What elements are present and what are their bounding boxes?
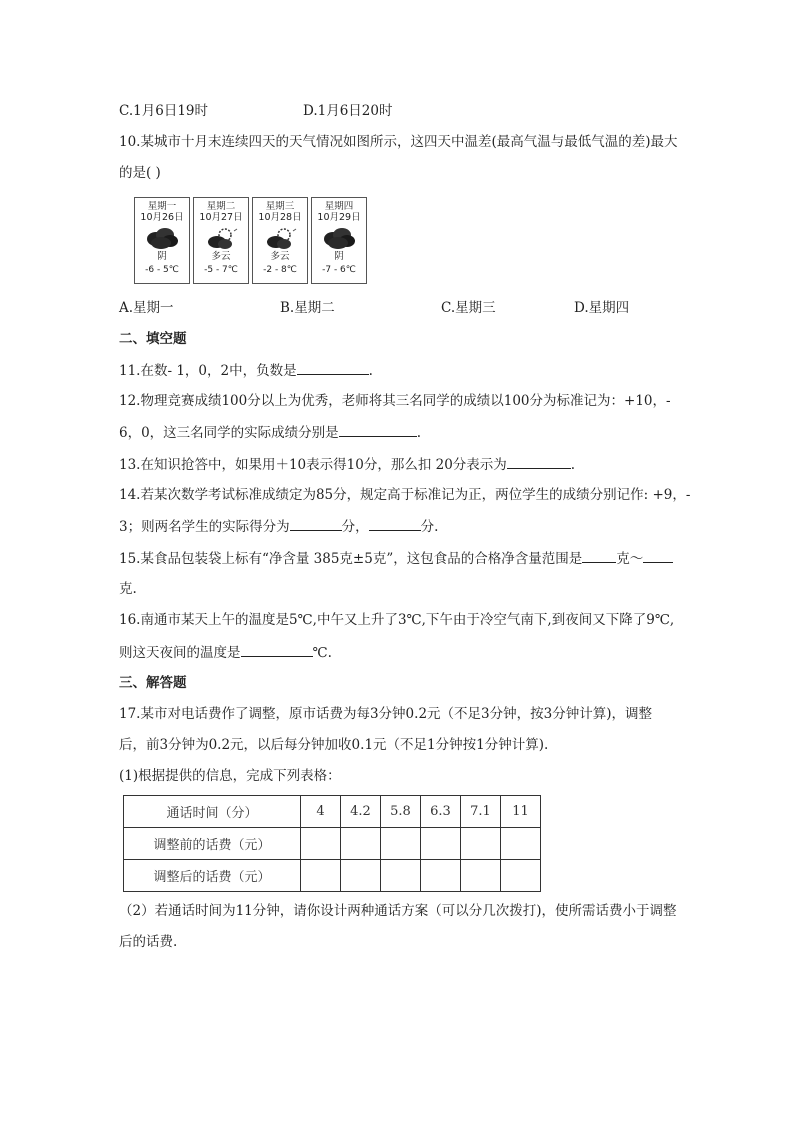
answer-blank[interactable]: [241, 643, 313, 657]
overcast-cloud-icon: [321, 225, 357, 251]
answer-blank[interactable]: [339, 423, 417, 437]
table-cell-blank[interactable]: [501, 828, 541, 860]
q9-option-d: D.1月6日20时: [303, 103, 393, 119]
weather-temp: -6 - 5℃: [145, 265, 179, 275]
weather-day: 星期一: [147, 201, 177, 212]
weather-card-monday: [134, 197, 190, 284]
fee-table: [123, 795, 541, 892]
table-cell-time: 5.8: [381, 796, 421, 828]
q10-text-line2: 的是( ): [119, 165, 161, 181]
q11-text: [119, 361, 373, 380]
table-cell-blank[interactable]: [341, 828, 381, 860]
table-cell-blank[interactable]: [381, 860, 421, 892]
q16-text-line1: 16.南通市某天上午的温度是5℃,中午又上升了3℃,下午由于冷空气南下,到夜间又下降了9℃,: [119, 612, 675, 628]
table-cell-blank[interactable]: [501, 860, 541, 892]
q12-text-line2: [119, 423, 421, 442]
weather-temp: -7 - 6℃: [322, 265, 356, 275]
partly-cloudy-icon: [262, 225, 298, 251]
section-answer-title: 三、解答题: [119, 675, 187, 691]
q11-end: .: [368, 363, 373, 379]
q16-end: ℃.: [312, 645, 332, 661]
weather-condition: 阴: [157, 251, 167, 262]
table-cell-time: 4.2: [341, 796, 381, 828]
q17-part2-line2: 后的话费.: [119, 934, 178, 950]
table-header-call-time: 通话时间（分）: [124, 796, 301, 828]
q17-text-line1: 17.某市对电话费作了调整，原市话费为每3分钟0.2元（不足3分钟，按3分钟计算)，调整: [119, 706, 652, 722]
q17-part1: (1)根据提供的信息，完成下列表格：: [119, 768, 341, 784]
q15-stem: 15.某食品包装袋上标有“净含量 385克±5克”，这包食品的合格净含量范围是: [119, 551, 583, 567]
q12-stem: 6，0，这三名同学的实际成绩分别是: [119, 425, 339, 441]
q15-text-line1: [119, 549, 673, 568]
table-cell-blank[interactable]: [461, 860, 501, 892]
q16-stem: 则这天夜间的温度是: [119, 645, 241, 661]
table-cell-blank[interactable]: [301, 828, 341, 860]
q9-option-c: C.1月6日19时: [119, 103, 208, 119]
table-cell-blank[interactable]: [341, 860, 381, 892]
weather-temp: -2 - 8℃: [263, 265, 297, 275]
q13-end: .: [570, 457, 576, 473]
section-fill-in-title: 二、填空题: [119, 331, 187, 347]
weather-day: 星期三: [265, 201, 295, 212]
table-header-fee-after: 调整后的话费（元）: [124, 860, 301, 892]
q11-stem: 11.在数- 1，0，2中，负数是: [119, 363, 297, 379]
partly-cloudy-icon: [203, 225, 239, 251]
weather-date: 10月28日: [258, 212, 302, 223]
q17-part2-line1: （2）若通话时间为11分钟，请你设计两种通话方案（可以分几次拨打)，使所需话费小于调整: [119, 903, 677, 919]
q15-text-line2: 克.: [119, 581, 137, 597]
weather-date: 10月29日: [317, 212, 361, 223]
q14-mid: 分，: [341, 519, 369, 535]
q10-option-c: C.星期三: [441, 300, 496, 316]
q10-option-b: B.星期二: [280, 300, 335, 316]
weather-condition: 阴: [334, 251, 344, 262]
q10-option-a: A.星期一: [119, 300, 174, 316]
answer-blank[interactable]: [582, 549, 616, 563]
q15-mid: 克～: [616, 551, 644, 567]
weather-card-wednesday: [252, 197, 308, 284]
table-cell-blank[interactable]: [421, 828, 461, 860]
table-header-fee-before: 调整前的话费（元）: [124, 828, 301, 860]
weather-card-thursday: [311, 197, 367, 284]
answer-blank[interactable]: [507, 455, 571, 469]
q12-text-line1: 12.物理竞赛成绩100分以上为优秀，老师将其三名同学的成绩以100分为标准记为：+10，-: [119, 393, 671, 409]
q14-stem: 3；则两名学生的实际得分为: [119, 519, 290, 535]
table-cell-time: 6.3: [421, 796, 461, 828]
answer-blank[interactable]: [643, 549, 673, 563]
q13-stem: 13.在知识抢答中，如果用＋10表示得10分，那么扣 20分表示为: [119, 457, 507, 473]
weather-day: 星期四: [324, 201, 354, 212]
weather-day: 星期二: [206, 201, 236, 212]
table-cell-blank[interactable]: [301, 860, 341, 892]
answer-blank[interactable]: [297, 361, 369, 375]
q14-end: 分.: [420, 519, 439, 535]
q12-end: .: [416, 425, 421, 441]
table-row: [124, 796, 541, 828]
q14-text-line2: [119, 517, 438, 536]
q17-text-line2: 后，前3分钟为0.2元，以后每分钟加收0.1元（不足1分钟按1分钟计算).: [119, 737, 549, 753]
table-cell-time: 4: [301, 796, 341, 828]
q14-text-line1: 14.若某次数学考试标准成绩定为85分，规定高于标准记为正，两位学生的成绩分别记作: +9，-: [119, 487, 691, 503]
answer-blank[interactable]: [290, 517, 342, 531]
table-cell-blank[interactable]: [381, 828, 421, 860]
q10-text-line1: 10.某城市十月末连续四天的天气情况如图所示，这四天中温差(最高气温与最低气温的差)最大: [119, 134, 678, 150]
weather-temp: -5 - 7℃: [204, 265, 238, 275]
weather-date: 10月26日: [140, 212, 184, 223]
answer-blank[interactable]: [369, 517, 421, 531]
table-cell-blank[interactable]: [461, 828, 501, 860]
weather-condition: 多云: [211, 251, 231, 262]
overcast-cloud-icon: [144, 225, 180, 251]
table-cell-time: 7.1: [461, 796, 501, 828]
table-cell-blank[interactable]: [421, 860, 461, 892]
table-row: [124, 860, 541, 892]
q16-text-line2: [119, 643, 332, 662]
weather-date: 10月27日: [199, 212, 243, 223]
table-cell-time: 11: [501, 796, 541, 828]
q10-option-d: D.星期四: [574, 300, 630, 316]
weather-card-tuesday: [193, 197, 249, 284]
table-row: [124, 828, 541, 860]
q13-text: [119, 455, 575, 474]
weather-condition: 多云: [270, 251, 290, 262]
